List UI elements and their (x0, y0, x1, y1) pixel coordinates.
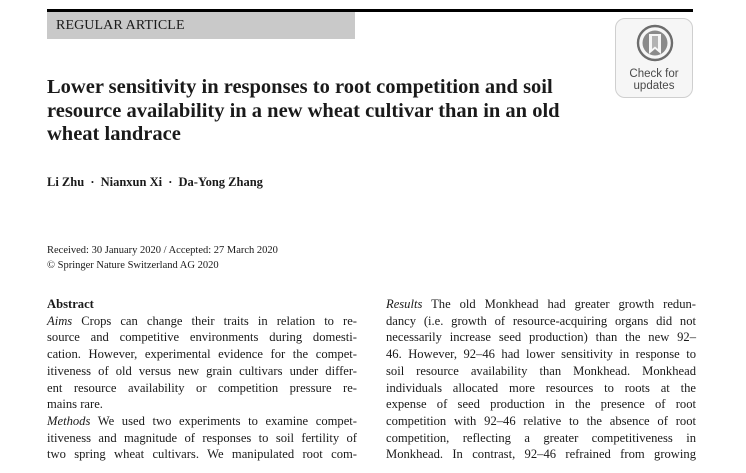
abstract-line: itiveness of old versus new grain cultivars under differ- (47, 363, 357, 378)
abstract-heading: Abstract (47, 297, 94, 311)
results-text: The old Monkhead had greater growth redun- (422, 297, 696, 311)
author-name[interactable]: Nianxun Xi (100, 175, 163, 189)
copyright-notice: © Springer Nature Switzerland AG 2020 (47, 260, 219, 271)
abstract-line: expense of seed production in the presence of root (386, 397, 696, 412)
author-name[interactable]: Li Zhu (47, 175, 85, 189)
author-separator: · (90, 175, 95, 189)
abstract-line: 46. However, 92–46 had lower sensitivity in response to (386, 347, 696, 362)
aims-text: Crops can change their traits in relation to re- (72, 313, 357, 328)
abstract-line: source and competitive environments during domesti- (47, 330, 357, 345)
abstract-line: itiveness and magnitude of responses to soil fertility of (47, 430, 357, 445)
abstract-line: individuals allocated more resources to roots at the (386, 380, 696, 395)
article-title (47, 76, 617, 147)
check-updates-line2: updates (633, 80, 675, 92)
article-type-label: REGULAR ARTICLE (56, 18, 185, 33)
abstract-line (47, 313, 357, 330)
title-line: Lower sensitivity in responses to root competition and soil (47, 76, 553, 98)
abstract-right-column (386, 296, 696, 463)
bookmark-icon (636, 24, 674, 66)
check-for-updates-badge[interactable] (615, 18, 693, 98)
author-name[interactable]: Da-Yong Zhang (178, 175, 263, 189)
abstract-line: competition with 92–46 relative to the absence of root (386, 413, 696, 428)
check-updates-text (616, 68, 692, 92)
methods-label: Methods (47, 413, 91, 428)
abstract-line: mains rare. (47, 397, 103, 412)
aims-label: Aims (47, 313, 73, 328)
publication-dates (47, 243, 278, 273)
author-list (47, 175, 263, 190)
author-separator: · (168, 175, 173, 189)
title-line: resource availability in a new wheat cultivar than in an old (47, 99, 560, 122)
abstract-line (47, 413, 357, 430)
abstract-line: necessarily increase seed production) than the new 92– (386, 330, 696, 345)
received-accepted-dates: Received: 30 January 2020 / Accepted: 27 March 2020 (47, 245, 278, 256)
abstract-line: soil resource availability than Monkhead. Monkhead (386, 363, 696, 378)
title-line: wheat landrace (47, 123, 181, 145)
abstract-line (386, 296, 696, 313)
abstract-line: competition, reflecting a greater competitiveness in (386, 430, 696, 445)
results-label: Results (386, 297, 423, 311)
abstract-line: two spring wheat cultivars. We manipulated root com- (47, 447, 357, 462)
abstract-line: ent resource availability or competition pressure re- (47, 380, 357, 395)
methods-text: We used two experiments to examine compet- (90, 413, 357, 428)
abstract-line: cation. However, experimental evidence for the compet- (47, 347, 357, 362)
abstract-left-column (47, 296, 357, 463)
article-type-banner (47, 12, 355, 39)
check-updates-line1: Check for (629, 68, 679, 80)
abstract-line: Monkhead. In contrast, 92–46 refrained from growing (386, 447, 696, 462)
abstract-line: dancy (i.e. growth of resource-acquiring organs did not (386, 313, 696, 328)
